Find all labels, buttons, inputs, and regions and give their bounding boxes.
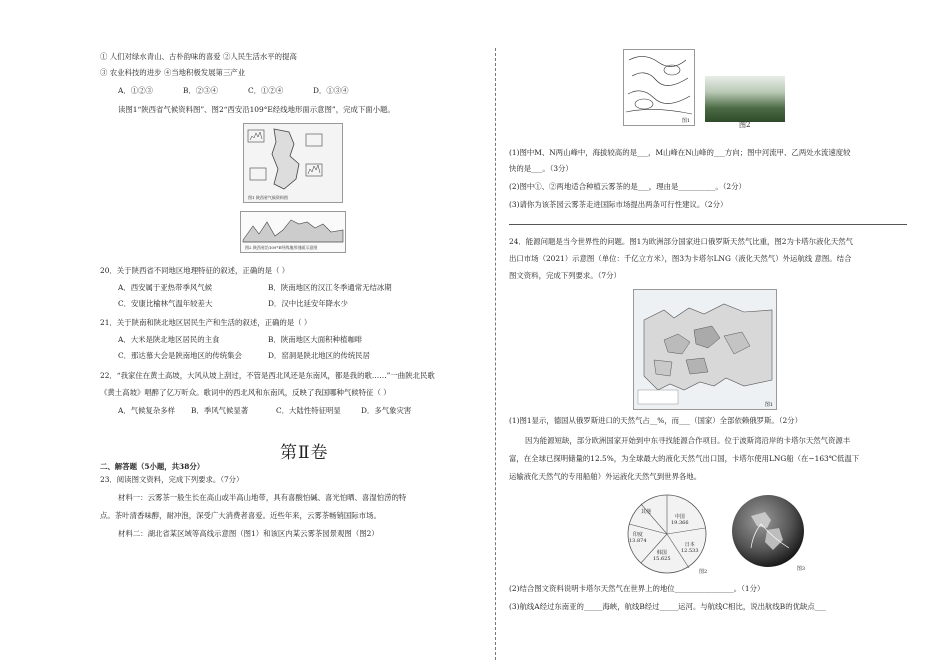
lng-market-pie	[615, 492, 719, 576]
option-b: B．②③④	[183, 86, 218, 95]
fig1-caption: 图1 陕西省气候资料图	[248, 195, 288, 200]
passage-line1: 因为能源短缺，部分欧洲国家开始到中东寻找能源合作项目。位于波斯湾沿岸的卡塔尔天然气资源丰	[525, 436, 851, 445]
option-d: D．①③④	[313, 86, 349, 95]
pie-value-korea: 15.625	[653, 556, 671, 562]
pie-slice-japan	[681, 542, 699, 554]
pie-slice-india	[629, 532, 647, 544]
q20-options-row1	[118, 283, 392, 293]
contour-fig-label: 图1	[681, 118, 690, 124]
pie-value-china: 19.366	[671, 520, 689, 526]
question-20: 20．关于陕西省不同地区地理特征的叙述，正确的是（ ）	[100, 266, 290, 275]
option-a: A．大米是陕北地区居民的主食	[118, 335, 220, 344]
right-column	[505, 0, 910, 672]
q24-line2: 出口市场（2021）示意图（单位：千亿立方米），图3为卡塔尔LNG（液化天然气）外运航线 意图。结合	[509, 254, 852, 263]
shaanxi-climate-map	[243, 123, 343, 203]
option-d: D．汉中比延安年降水少	[268, 299, 348, 308]
figure-intro: 读图1“陕西省气候资料图”、图2“西安沿109°E经线地形面示意图”，完成下面小题。	[118, 105, 395, 114]
q19-statement-2: ③ 农业科技的进步 ④当地积极发展第三产业	[100, 68, 246, 77]
pie-value-japan: 12.533	[681, 548, 699, 554]
q21-options-row1	[118, 335, 362, 345]
section-heading: 二、解答题（5小题，共38分）	[100, 462, 205, 471]
option-c: C．安康比榆林气温年较差大	[118, 299, 213, 308]
left-column	[100, 0, 485, 672]
material-one-line2: 点。茶叶清香味醇，耐冲泡，深受广大消费者喜爱。近些年来，云雾茶畅销国际市场。	[100, 511, 381, 520]
q24-line3: 图文资料，完成下列要求。（7分）	[509, 271, 621, 280]
question-22-line2: 《黄土高坡》唱醉了亿万听众。歌词中的西北风和东南风，反映了我国哪种气候特征（ ）	[100, 388, 391, 397]
option-a: A．西安属于亚热带季风气候	[118, 283, 213, 292]
europe-gas-map	[633, 289, 777, 410]
section-rule	[509, 224, 907, 225]
lng-route-globe	[731, 494, 805, 572]
q21-options-row2	[118, 351, 370, 361]
pie-label-korea: 韩国	[656, 550, 667, 556]
pie-slice-korea	[653, 550, 671, 562]
globe-fig-label: 图3	[796, 566, 805, 572]
q23-2: (2)图中①、②两地适合种植云雾茶的是___，理由是__________。（2分）	[509, 182, 746, 191]
q22-options	[118, 406, 411, 416]
q24-2: (2)结合图文资料说明卡塔尔天然气在世界上的地位________________。（1分）	[509, 584, 765, 593]
option-b: B．陕南地区的汉江冬季通常无结冰期	[268, 283, 392, 292]
photo-fig-label: 图2	[739, 121, 751, 129]
pie-label-china: 中国	[674, 514, 685, 520]
option-d: D．窑洞是陕北地区的传统民居	[268, 351, 371, 360]
option-b: B．陕南地区大面积种植咖啡	[268, 335, 363, 344]
part-two-heading: 第Ⅱ卷	[280, 443, 329, 463]
option-a: A．①②③	[118, 86, 153, 95]
terrain-profile	[240, 211, 346, 253]
option-c: C．大陆性特征明显	[276, 406, 341, 415]
q19-statement-1: ① 人们对绿水青山、古朴韵味的喜爱 ②人民生活水平的提高	[100, 52, 297, 61]
q20-options-row2	[118, 299, 348, 309]
pie-fig-label: 图2	[699, 569, 708, 575]
q24-line1: 24．能源问题是当今世界性的问题。图1为欧洲部分国家进口俄罗斯天然气比重，图2为卡塔尔液化天然气	[509, 237, 854, 246]
pie-label-japan: 日本	[684, 542, 695, 548]
option-c: C．那达慕大会是陕南地区的传统集会	[118, 351, 242, 360]
passage-line3: 运输液化天然气的专用船舶）外运液化天然气到世界各地。	[509, 472, 702, 481]
q23-1-line1: (1)图中M、N两山峰中，海拔较高的是___，M山峰在N山峰的___方向；图中河流甲、乙两处水流速度较	[509, 148, 851, 157]
pie-value-india: 13.874	[629, 538, 647, 544]
q24-3: (3)航线A经过东南亚的_____海峡，航线B经过_____运河。与航线C相比，说出航线B的优缺点___	[509, 602, 826, 611]
option-c: C．①②④	[248, 86, 284, 95]
passage-line2: 富，在全球已探明储量的12.5%，为全球最大的液化天然气出口国，卡塔尔使用LNG船（在−163℃低温下	[509, 454, 860, 463]
tea-garden-photo	[705, 76, 785, 122]
europe-fig-label: 图1	[764, 402, 773, 408]
contour-map	[623, 49, 695, 126]
q23-1-line2: 快的是___。（3分）	[509, 164, 573, 173]
material-one-line1: 材料一：云雾茶一般生长在高山或半高山地带，具有喜酸怕碱、喜光怕晒、喜湿怕涝的特	[118, 493, 407, 502]
q23-3: (3)请你为该茶园云雾茶走进国际市场提出两条可行性建议。（2分）	[509, 200, 728, 209]
option-a: A．气候复杂多样	[118, 406, 176, 415]
question-21: 21．关于陕南和陕北地区居民生产和生活的叙述，正确的是（ ）	[100, 318, 312, 327]
option-b: B．季风气候显著	[191, 406, 249, 415]
column-divider	[495, 48, 496, 660]
q19-options	[118, 86, 349, 96]
pie-label-other: 其他	[641, 509, 652, 515]
question-23: 23．阅读图文资料，完成下列要求。（7分）	[100, 475, 244, 484]
q24-1: (1)图1显示，德国从俄罗斯进口的天然气占__%，而___（国家）全部依赖俄罗斯。（2分）	[509, 416, 802, 425]
material-two: 材料二：湖北省某区域等高线示意图（图1）和该区内某云雾茶园景观图（图2）	[118, 529, 379, 538]
pie-slice-china	[671, 514, 689, 526]
pie-label-india: 印度	[632, 532, 643, 538]
question-22-line1: 22．“我家住在黄土高坡，大风从坡上刮过，不管是西北风还是东南风，都是我的歌……”一曲陕北民歌	[100, 371, 435, 380]
fig2-caption: 图2 陕西省沿109°E经线地形剖面示意图	[245, 245, 318, 250]
option-d: D．多气象灾害	[361, 406, 412, 415]
